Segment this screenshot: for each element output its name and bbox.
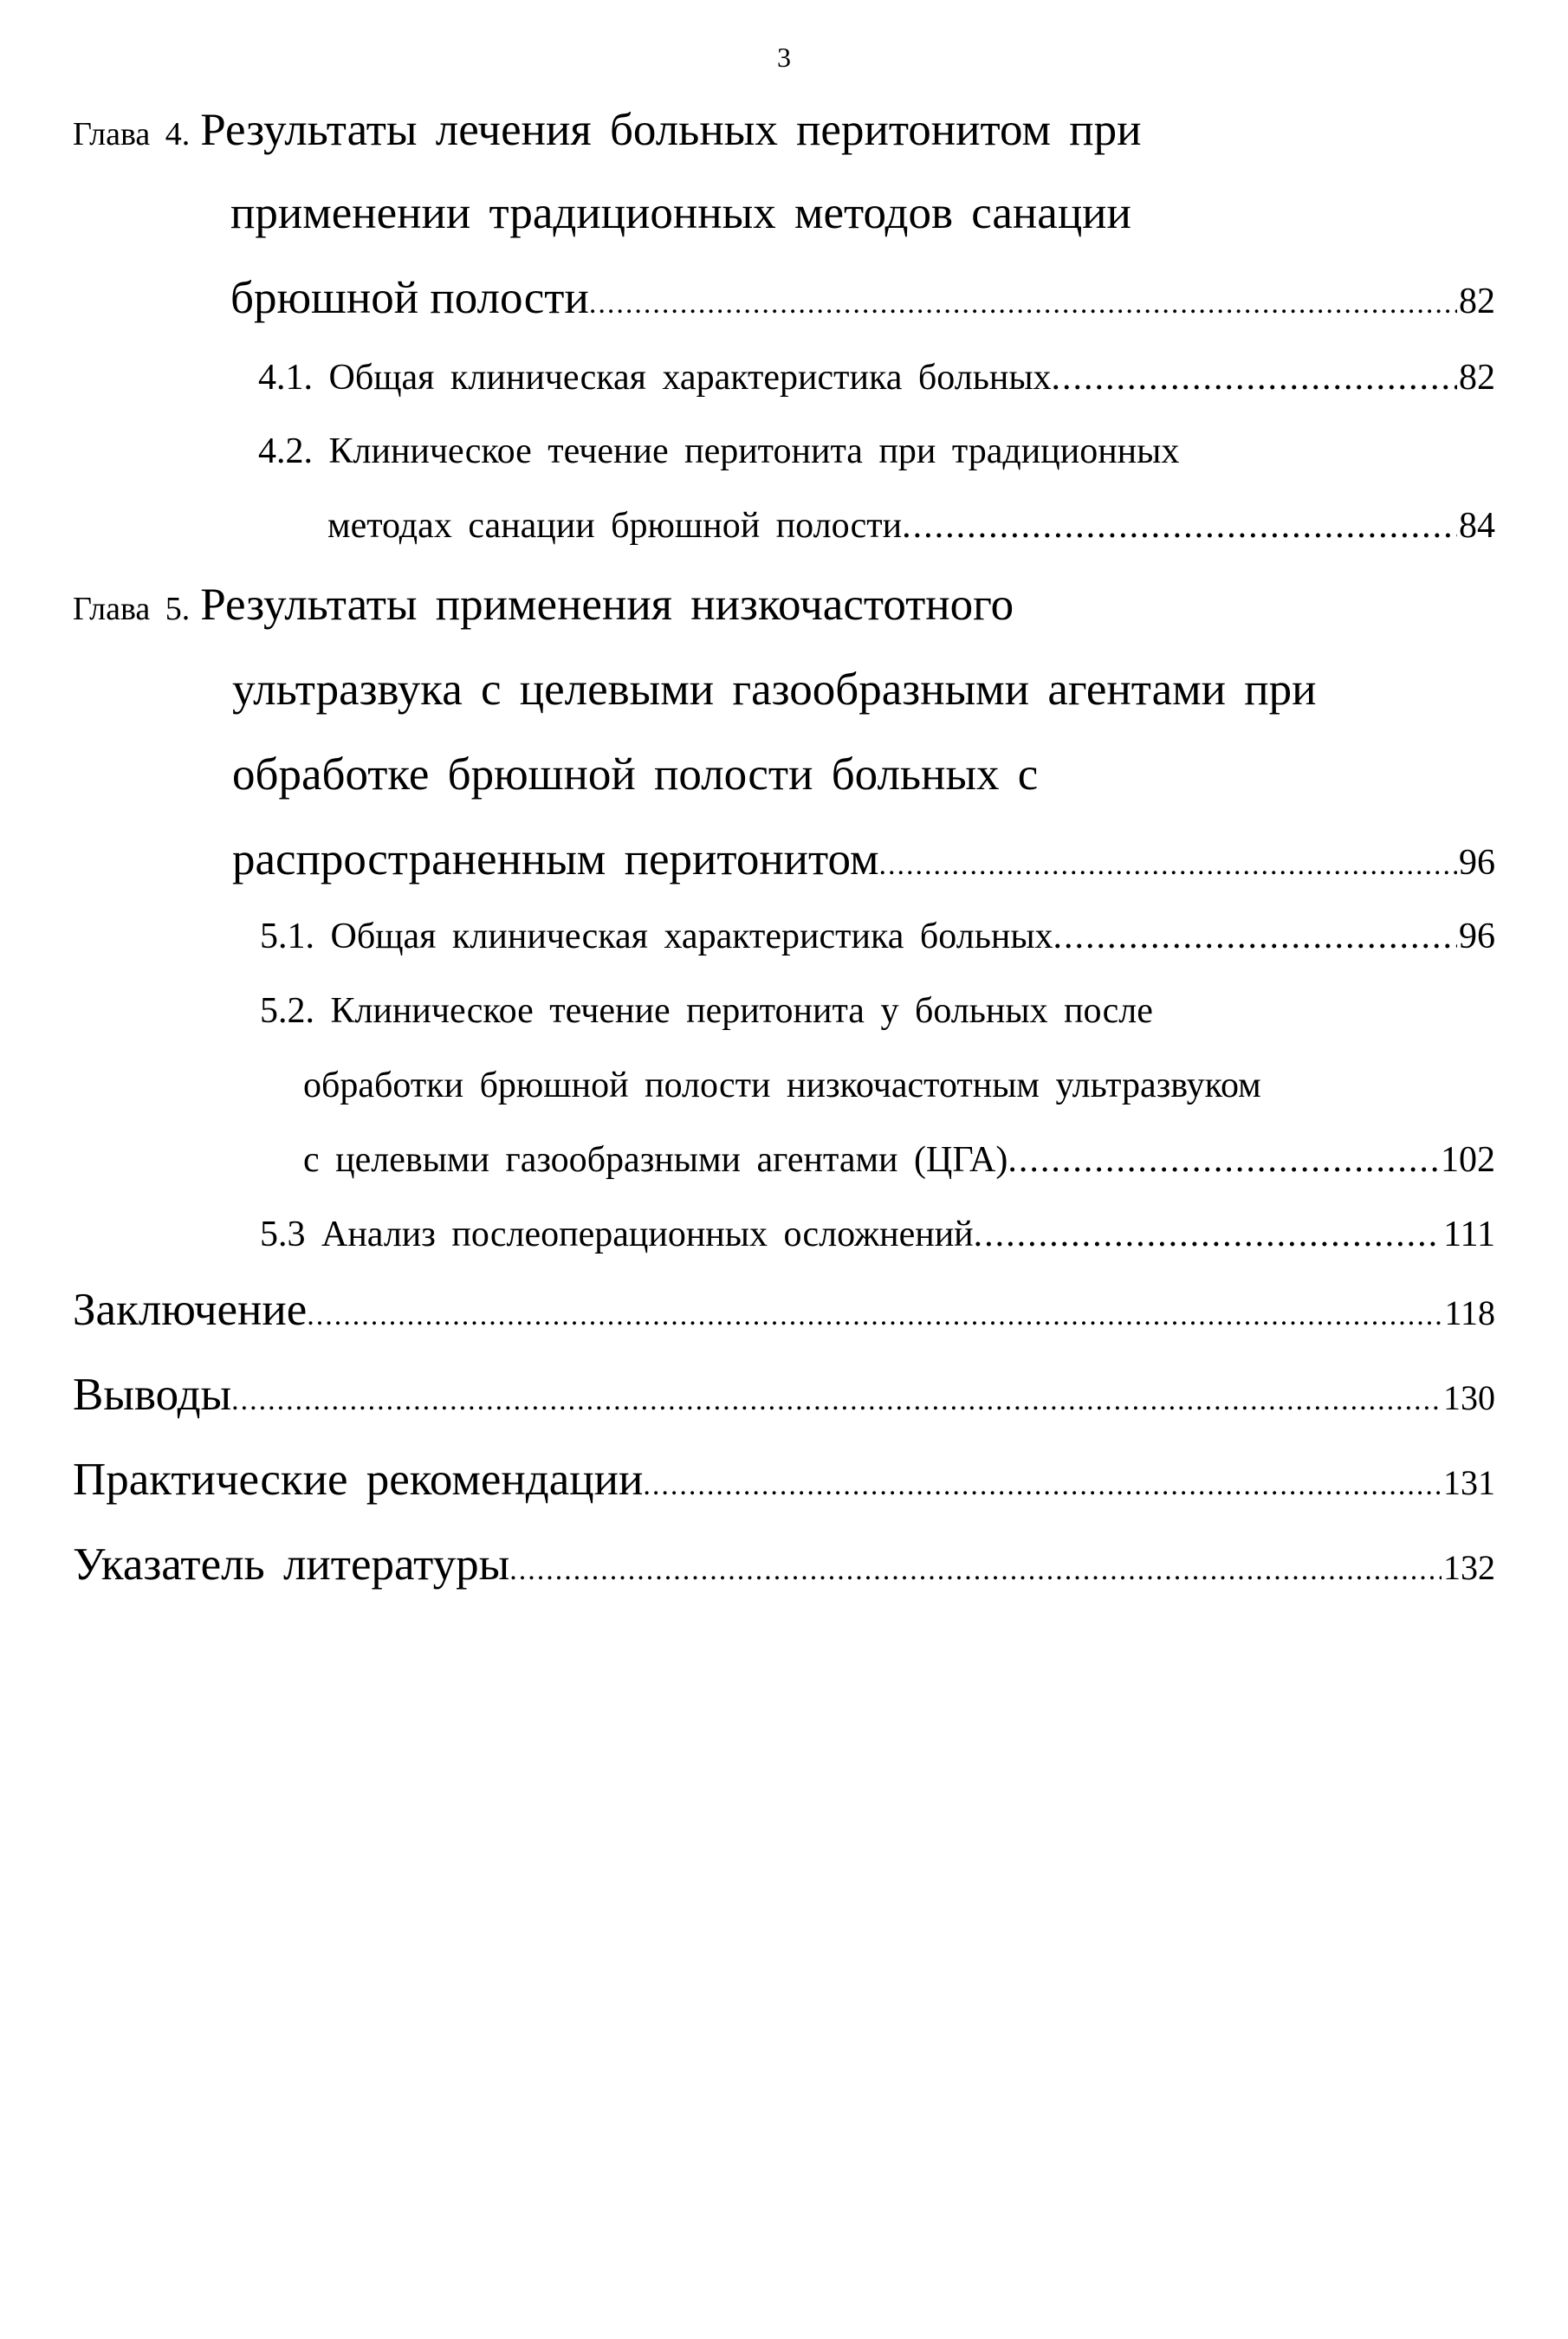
chapter-4-title-line-1: Результаты лечения больных перитонитом при	[200, 105, 1142, 155]
section-5-2-label-end: с целевыми газообразными агентами (ЦГА)	[303, 1140, 1008, 1180]
section-4-2-line-2	[327, 508, 1495, 544]
dot-leader	[1052, 360, 1457, 396]
section-5-2-line-3	[303, 1142, 1495, 1178]
chapter-5-prefix: Глава 5.	[73, 591, 191, 627]
toc-entry-recommendations-page: 131	[1443, 1463, 1495, 1502]
dot-leader	[509, 1556, 1442, 1585]
chapter-4-heading	[73, 107, 1141, 153]
toc-entry-findings-label: Выводы	[73, 1370, 232, 1420]
section-5-2-page: 102	[1441, 1140, 1495, 1180]
chapter-4-page: 82	[1459, 282, 1495, 321]
dot-leader	[643, 1471, 1442, 1500]
toc-entry-conclusion	[73, 1287, 1495, 1333]
toc-entry-findings	[73, 1372, 1495, 1418]
toc-entry-conclusion-label: Заключение	[73, 1285, 308, 1335]
section-4-1	[258, 360, 1495, 396]
dot-leader	[879, 851, 1457, 880]
section-5-1	[260, 918, 1495, 955]
toc-entry-findings-page: 130	[1443, 1378, 1495, 1417]
section-5-1-page: 96	[1459, 917, 1495, 956]
dot-leader	[902, 508, 1457, 544]
toc-entry-bibliography-label: Указатель литературы	[73, 1539, 510, 1590]
chapter-5-page: 96	[1459, 843, 1495, 883]
toc-entry-bibliography-page: 132	[1443, 1548, 1495, 1587]
section-4-2-label-end: методах санации брюшной полости	[327, 506, 903, 546]
section-5-3-page: 111	[1443, 1215, 1495, 1254]
chapter-5-title-end: распространенным перитонитом	[232, 834, 879, 884]
section-4-1-label: 4.1. Общая клиническая характеристика больных	[258, 358, 1052, 398]
dot-leader	[1008, 1142, 1439, 1178]
chapter-5-title-line-1: Результаты применения низкочастотного	[200, 580, 1014, 630]
dot-leader	[231, 1386, 1442, 1416]
chapter-5-title-line-3: обработке брюшной полости больных с	[232, 749, 1039, 800]
chapter-5-title-line-4	[232, 834, 1495, 884]
section-5-2-line-2: обработки брюшной полости низкочастотным ультразвуком	[303, 1066, 1261, 1105]
chapter-5-title-line-2: ультразвука с целевыми газообразными агентами при	[232, 664, 1317, 715]
toc-entry-bibliography	[73, 1539, 1495, 1590]
section-5-3-label: 5.3 Анализ послеоперационных осложнений	[260, 1215, 974, 1254]
toc-entry-recommendations	[73, 1457, 1495, 1503]
toc-entry-conclusion-page: 118	[1444, 1293, 1495, 1332]
chapter-4-title-end: брюшной полости	[230, 273, 589, 323]
section-4-2-page: 84	[1459, 506, 1495, 546]
section-5-3	[260, 1216, 1495, 1253]
section-4-1-page: 82	[1459, 358, 1495, 398]
chapter-4-prefix: Глава 4.	[73, 116, 191, 152]
dot-leader	[1053, 918, 1457, 955]
chapter-5-heading	[73, 582, 1014, 628]
toc-entry-recommendations-label: Практические рекомендации	[73, 1455, 644, 1505]
chapter-4-title-line-2: применении традиционных методов санации	[230, 188, 1131, 238]
page-number: 3	[777, 42, 791, 73]
section-5-2-line-1: 5.2. Клиническое течение перитонита у больных после	[260, 991, 1153, 1031]
dot-leader	[974, 1216, 1442, 1253]
dot-leader	[307, 1301, 1442, 1331]
dot-leader	[589, 289, 1457, 319]
chapter-4-title-line-3	[230, 275, 1495, 321]
section-5-1-label: 5.1. Общая клиническая характеристика больных	[260, 917, 1053, 956]
section-4-2-line-1: 4.2. Клиническое течение перитонита при традиционных	[258, 431, 1180, 471]
